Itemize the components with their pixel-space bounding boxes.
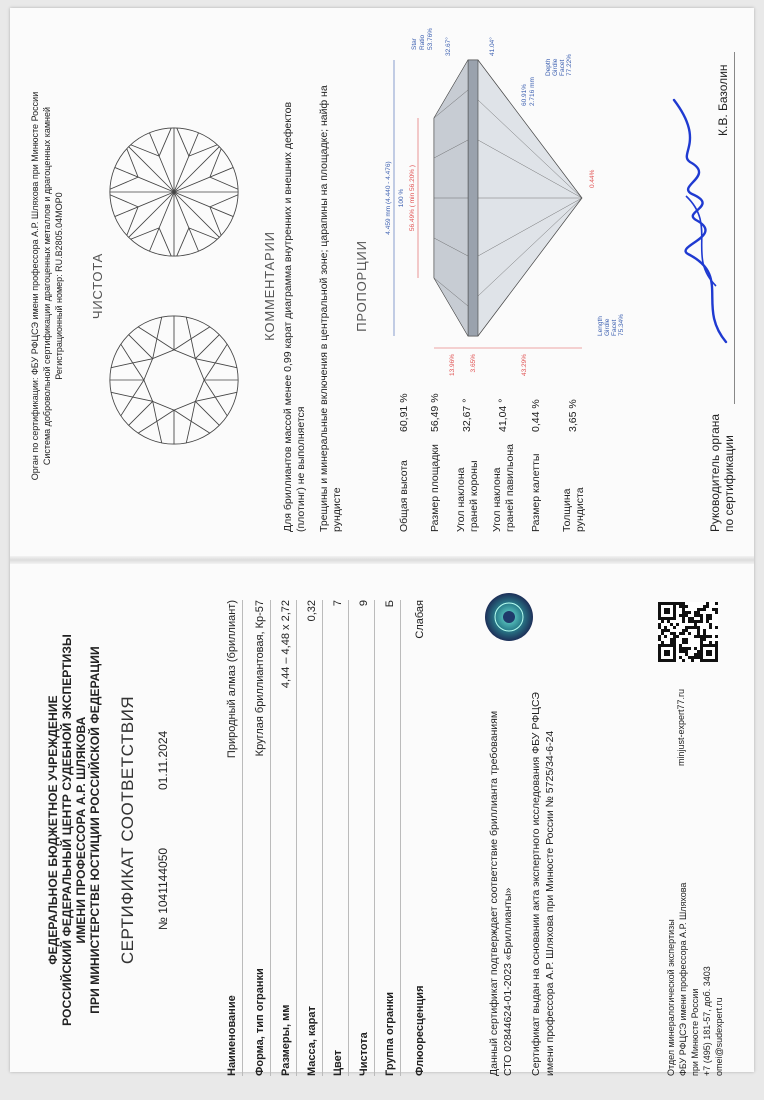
authority-line-3: Регистрационный номер: RU.B2805.04МОР0 [54,192,64,380]
clarity-pavilion-diagram [106,124,242,260]
prop-pavilion-angle-label-1: Угол наклона [491,467,503,532]
signatory-name: К.В. Базолин [716,64,730,136]
dia-lgf-2: Girdle [604,318,611,336]
row-divider [400,600,401,1076]
statement-line-1: Данный сертификат подтверждает соответствие бриллианта требованиям [488,710,500,1076]
row-value-fluorescence: Слабая [414,600,426,639]
dia-table: 56.49% ( min 56.20% ) [409,164,416,232]
authority-line-2: Система добровольной сертификации драгоценных металлов и драгоценных камней [42,106,52,466]
dia-crown-pct: 13.96% [449,354,456,377]
prop-culet-label: Размер калетты [530,453,542,532]
comment-1-line-1: Для бриллиантов массой менее 0,99 карат диаграмма внутренних и внешних дефектов [282,101,294,532]
comment-1-line-2: (плотинг) не выполняется [295,406,307,532]
prop-total-depth-value: 60,91 % [398,393,410,432]
org-line-4: ПРИ МИНИСТЕРСТВЕ ЮСТИЦИИ РОССИЙСКОЙ ФЕДЕРАЦИИ [88,646,102,1014]
dia-dgf-2: Girdle [552,58,559,76]
row-divider [374,600,375,1076]
org-line-3: ИМЕНИ ПРОФЕССОРА А.Р. ШЛЯКОВА [74,716,88,944]
prop-crown-angle-label-2: граней короны [468,460,480,532]
row-label-fluorescence: Флюоресценция [414,985,426,1076]
row-divider [242,600,243,1076]
row-value-shape: Круглая бриллиантовая, Кр-57 [254,600,266,757]
clarity-crown-diagram [106,312,242,448]
row-divider [348,600,349,1076]
footer-line-1: Отдел минералогической экспертизы [666,919,676,1076]
org-line-1: ФЕДЕРАЛЬНОЕ БЮДЖЕТНОЕ УЧРЕЖДЕНИЕ [46,695,60,965]
prop-culet-value: 0,44 % [530,399,542,432]
dia-girdle-pct: 3.65% [470,354,477,373]
dia-lgf-4: 75.34% [618,313,625,336]
signature-image [666,96,736,346]
dia-total-depth-2: 2.716 mm [529,77,536,106]
row-value-mass: 0,32 [306,600,318,622]
row-divider [322,600,323,1076]
row-value-size: 4,44 – 4,48 x 2,72 [280,600,292,689]
row-value-color: 7 [332,600,344,607]
prop-crown-angle-value: 32,67 ° [461,398,473,432]
footer-line-2: ФБУ РФЦСЭ имени профессора А.Р. Шляхова [678,882,688,1076]
dia-diameter: 4.459 mm (4.440 - 4.476) [385,161,392,235]
prop-pavilion-angle-label-2: граней павильона [504,444,516,532]
dia-dgf-3: Facet [559,59,566,76]
dia-hundred: 100 % [398,188,405,208]
prop-crown-angle-label-1: Угол наклона [455,467,467,532]
head-line-1: Руководитель органа [708,413,722,532]
row-label-size: Размеры, мм [280,1004,292,1076]
prop-total-depth-label: Общая высота [398,460,410,532]
dia-pavilion-pct: 43.29% [521,354,528,377]
org-line-2: РОССИЙСКИЙ ФЕДЕРАЛЬНЫЙ ЦЕНТР СУДЕБНОЙ ЭКСПЕРТИЗЫ [60,634,74,1026]
dia-dgf-1: Depth [545,58,552,76]
comments-heading: КОММЕНТАРИИ [262,231,277,341]
certificate-title: СЕРТИФИКАТ СООТВЕТСТВИЯ [118,695,137,965]
comment-2-line-2: рундисте [331,487,343,532]
row-label-shape: Форма, тип огранки [254,968,266,1076]
footer-line-4: +7 (495) 181-57, доб. 3403 [702,966,712,1076]
dia-star-3: 53.76% [427,27,434,50]
row-value-clarity: 9 [358,600,370,607]
dia-lgf-3: Facet [611,319,618,336]
footer-line-3: при Минюсте России [690,988,700,1076]
comment-2-line-1: Трещины и минеральные включения в центральной зоне; царапины на площадке; найф на [318,85,330,532]
basis-line-2: имени профессора А.Р. Шляхова при Минюсте России № 5725/34-6-24 [544,730,556,1076]
prop-girdle-label-1: Толщина [561,488,573,532]
dia-star-2: Ratio [419,34,426,50]
certificate-number: № 1041144050 [156,847,170,930]
proportions-heading: ПРОПОРЦИИ [354,240,369,332]
certificate-date: 01.11.2024 [156,730,170,790]
prop-table-label: Размер площадки [429,444,441,532]
hologram-seal [484,592,534,642]
dia-lgf-1: Length [597,316,604,336]
row-label-color: Цвет [332,1049,344,1076]
dia-crown-angle: 32.67° [445,37,452,56]
dia-pavilion-angle: 41.04° [489,37,496,56]
row-label-clarity: Чистота [358,1032,370,1076]
basis-line-1: Сертификат выдан на основании акта экспертного исследования ФБУ РФЦСЭ [530,692,542,1076]
row-label-name: Наименование [226,995,238,1076]
footer-line-5: omei@sudexpert.ru [714,997,724,1076]
clarity-heading: ЧИСТОТА [90,252,105,320]
left-page [18,560,746,1100]
website[interactable]: minjust-expert77.ru [676,688,686,766]
authority-line-1: Орган по сертификации: ФБУ РФЦСЭ имени профессора А.Р. Шляхова при Минюсте России [30,91,40,481]
proportions-diagram [376,20,624,376]
dia-culet-pct: 0.44% [589,169,596,188]
prop-pavilion-angle-value: 41,04 ° [497,398,509,432]
prop-table-value: 56,49 % [429,393,441,432]
dia-total-depth-1: 60.91% [521,83,528,106]
right-page [18,16,746,556]
row-value-cut-group: Б [384,600,396,608]
dia-star-1: Star [411,38,418,50]
row-value-name: Природный алмаз (бриллиант) [226,600,238,759]
head-line-2: по сертификации [722,435,736,532]
statement-line-2: СТО 02844624-01-2023 «Бриллианты» [502,887,514,1076]
prop-girdle-value: 3,65 % [567,399,579,432]
row-divider [296,600,297,1076]
row-label-mass: Масса, карат [306,1006,318,1076]
row-label-cut-group: Группа огранки [384,991,396,1076]
qr-code[interactable] [658,602,718,662]
prop-girdle-label-2: рундиста [574,487,586,532]
row-divider [270,600,271,1076]
dia-dgf-4: 77.22% [566,53,573,76]
